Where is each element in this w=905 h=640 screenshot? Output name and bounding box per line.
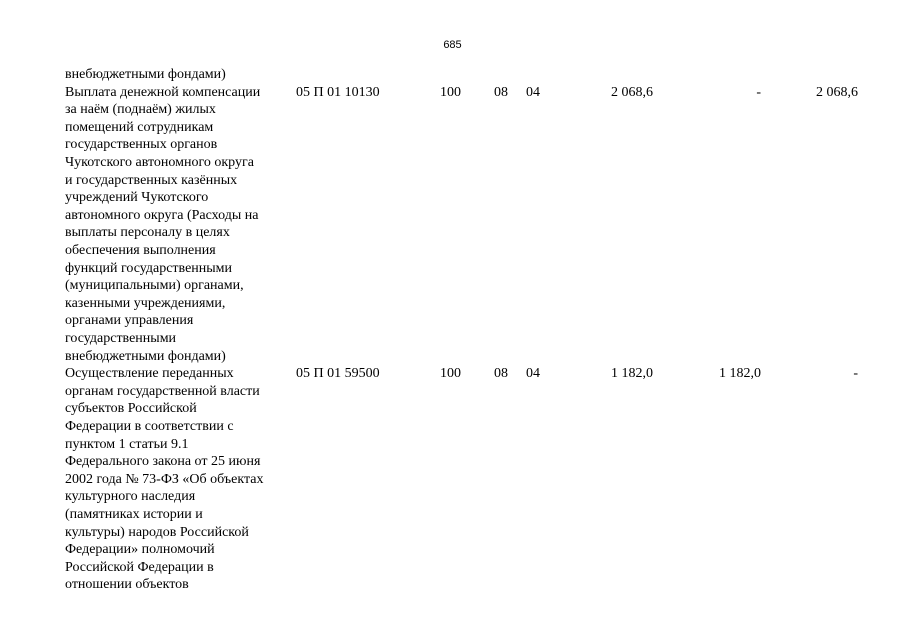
row-description-line: и государственных казённых	[65, 172, 238, 188]
row-subsection: 04	[526, 84, 540, 100]
row-value-2: -	[756, 84, 761, 100]
row-description-line: Российской Федерации в	[65, 559, 214, 575]
row-description-line: субъектов Российской	[65, 401, 197, 417]
row-description-line: функций государственными	[65, 260, 233, 276]
row-code: 05 П 01 59500	[296, 366, 380, 382]
row-value-1: 2 068,6	[611, 84, 653, 100]
row-description-line: Чукотского автономного округа	[65, 155, 254, 170]
row-description-line: культуры) народов Российской	[65, 524, 249, 540]
row-value-3: -	[853, 366, 858, 382]
row-code: 05 П 01 10130	[296, 84, 380, 100]
row-description-line: отношении объектов	[65, 577, 189, 593]
row-description-line: автономного округа (Расходы на	[65, 207, 259, 223]
row-description-line: Выплата денежной компенсации	[65, 84, 261, 100]
row-subsection: 04	[526, 366, 540, 382]
row-description-line: культурного наследия	[65, 489, 196, 505]
row-description-line: внебюджетными фондами)	[65, 348, 226, 364]
row-description-line: 2002 года № 73-ФЗ «Об объектах	[65, 471, 264, 487]
row-expense-type: 100	[440, 84, 461, 100]
row-section: 08	[494, 366, 508, 382]
row-description-line: (памятниках истории и	[65, 507, 203, 522]
row-description-line: казенными учреждениями,	[65, 295, 226, 311]
row-section: 08	[494, 84, 508, 100]
row-description-line: Федерации в соответствии с	[65, 419, 234, 434]
row-description-line: Федерации» полномочий	[65, 542, 215, 558]
row-description-line: пунктом 1 статьи 9.1	[65, 436, 189, 452]
row-description-line: обеспечения выполнения	[65, 243, 216, 258]
row-value-1: 1 182,0	[611, 366, 653, 382]
row-description-line: Осуществление переданных	[65, 366, 234, 382]
row-description-line: за наём (поднаём) жилых	[65, 102, 216, 118]
row-description-line: помещений сотрудникам	[65, 119, 214, 135]
row-value-2: 1 182,0	[719, 366, 761, 382]
row-description-line: государственными	[65, 331, 177, 346]
row-description-line: Федерального закона от 25 июня	[65, 454, 261, 470]
row-description-line: органам государственной власти	[65, 383, 260, 399]
row-description-line: (муниципальными) органами,	[65, 278, 244, 294]
row-expense-type: 100	[440, 366, 461, 382]
row-description-line: государственных органов	[65, 137, 218, 153]
row-description-line: учреждений Чукотского	[65, 190, 209, 206]
row-description-line: внебюджетными фондами)	[65, 67, 226, 82]
row-value-3: 2 068,6	[816, 84, 858, 100]
row-description-line: органами управления	[65, 313, 194, 329]
row-description-line: выплаты персоналу в целях	[65, 225, 230, 241]
page-number: 685	[443, 39, 462, 51]
